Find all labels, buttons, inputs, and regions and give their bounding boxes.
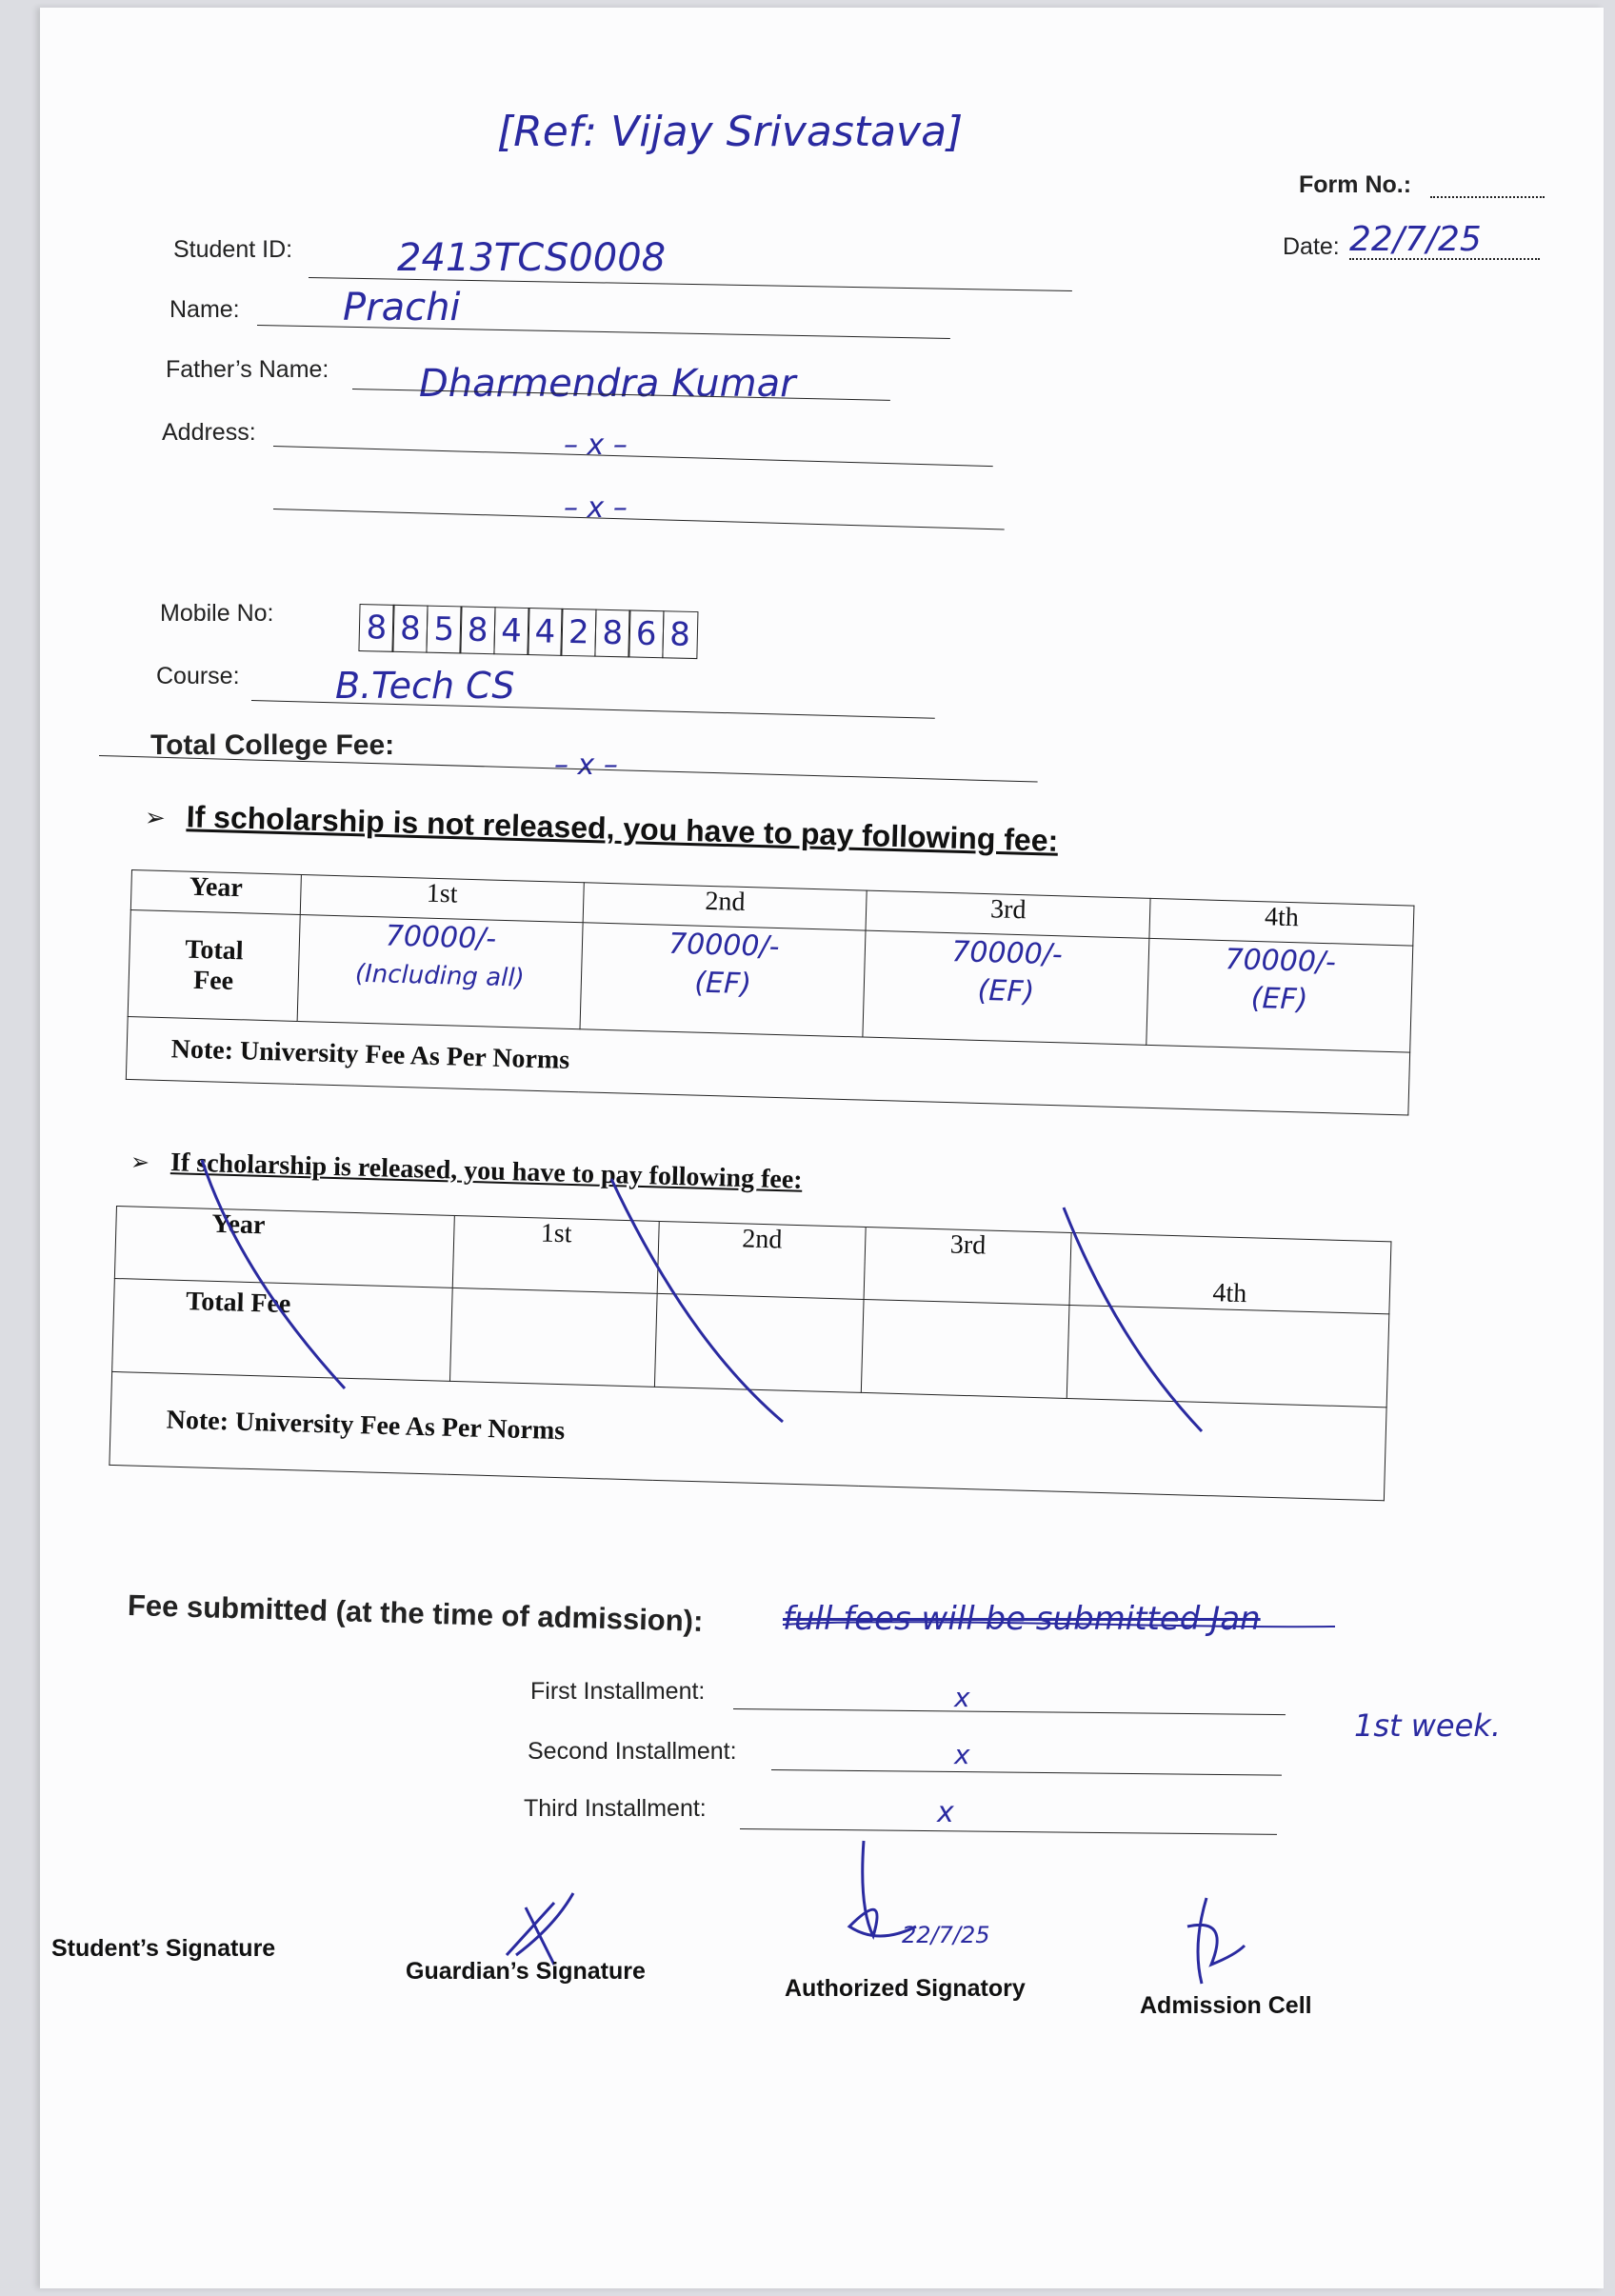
year-4: 4th bbox=[1264, 902, 1300, 933]
fee-note-3: (EF) bbox=[977, 973, 1035, 1009]
mobile-digit-box: 8 bbox=[460, 606, 496, 654]
year-4: 4th bbox=[1212, 1278, 1247, 1309]
fee-amount-4: 70000/- bbox=[1225, 943, 1337, 980]
section-not-released-heading: If scholarship is not released, you have to pay following fee: bbox=[186, 799, 1059, 858]
form-page bbox=[40, 8, 1604, 2288]
authorized-signature-mark bbox=[821, 1831, 935, 1974]
year-3: 3rd bbox=[949, 1229, 987, 1261]
date-label: Date: bbox=[1283, 233, 1340, 260]
year-label: Year bbox=[211, 1208, 266, 1241]
note-text-2: Note: University Fee As Per Norms bbox=[166, 1405, 566, 1446]
total-college-fee-label: Total College Fee: bbox=[150, 729, 395, 761]
total-fee-label: Total Fee bbox=[185, 1287, 291, 1320]
mobile-label: Mobile No: bbox=[160, 600, 274, 627]
address-line2-value: – x – bbox=[564, 491, 628, 525]
name-value: Prachi bbox=[343, 286, 461, 329]
mobile-digit-box: 2 bbox=[561, 609, 597, 657]
fee-note-1: (Including all) bbox=[354, 959, 526, 993]
year-label: Year bbox=[189, 871, 244, 904]
mobile-digit-box: 8 bbox=[662, 610, 698, 659]
course-label: Course: bbox=[156, 663, 240, 689]
mobile-digit-box: 4 bbox=[527, 608, 563, 656]
third-installment-label: Third Installment: bbox=[524, 1795, 707, 1822]
fee-note-4: (EF) bbox=[1250, 981, 1308, 1017]
authorized-signature-date: 22/7/25 bbox=[902, 1922, 990, 1948]
fee-amount-2: 70000/- bbox=[668, 927, 780, 965]
student-id-label: Student ID: bbox=[173, 236, 293, 263]
year-2: 2nd bbox=[705, 886, 746, 918]
year-1: 1st bbox=[426, 878, 459, 909]
admission-cell-signature-mark bbox=[1154, 1888, 1259, 1993]
student-signature-label: Student’s Signature bbox=[51, 1935, 276, 1962]
year-2: 2nd bbox=[741, 1224, 783, 1255]
mobile-digit-box: 8 bbox=[392, 605, 429, 653]
fee-submitted-label: Fee submitted (at the time of admission): bbox=[127, 1588, 704, 1638]
arrow-bullet-icon: ➢ bbox=[130, 1148, 150, 1176]
student-id-value: 2413TCS0008 bbox=[397, 236, 667, 280]
fathers-name-label: Father’s Name: bbox=[166, 356, 329, 383]
reference-note: [Ref: Vijay Srivastava] bbox=[497, 108, 964, 156]
mobile-digit-box: 6 bbox=[628, 609, 665, 658]
date-value: 22/7/25 bbox=[1349, 220, 1482, 259]
first-installment-value: x bbox=[954, 1682, 970, 1713]
second-installment-value: x bbox=[954, 1739, 970, 1770]
first-installment-label: First Installment: bbox=[530, 1678, 706, 1705]
mobile-digit-box: 8 bbox=[358, 604, 394, 652]
address-label: Address: bbox=[162, 419, 256, 446]
guardian-signature-label: Guardian’s Signature bbox=[406, 1958, 646, 1985]
authorized-signatory-label: Authorized Signatory bbox=[785, 1975, 1026, 2002]
year-1: 1st bbox=[540, 1218, 573, 1249]
fee-submitted-handwritten-2: 1st week. bbox=[1354, 1707, 1501, 1744]
year-3: 3rd bbox=[989, 894, 1027, 926]
fee-note-2: (EF) bbox=[693, 966, 752, 1002]
total-fee-label: Total Fee bbox=[184, 934, 245, 996]
section-released-heading: If scholarship is released, you have to pay following fee: bbox=[169, 1148, 803, 1195]
form-no-label: Form No.: bbox=[1299, 171, 1412, 198]
fathers-name-value: Dharmendra Kumar bbox=[419, 362, 796, 406]
total-college-fee-value: – x – bbox=[554, 749, 618, 782]
arrow-bullet-icon: ➢ bbox=[144, 804, 167, 833]
address-line1-value: – x – bbox=[564, 429, 628, 462]
third-installment-value: x bbox=[937, 1796, 954, 1829]
note-text-1: Note: University Fee As Per Norms bbox=[170, 1033, 570, 1075]
mobile-digit-box: 4 bbox=[493, 607, 529, 655]
course-value: B.Tech CS bbox=[335, 665, 515, 707]
name-label: Name: bbox=[169, 296, 240, 323]
mobile-digit-box: 8 bbox=[594, 609, 630, 658]
fee-amount-1: 70000/- bbox=[385, 919, 497, 956]
fee-submitted-handwritten: full fees will be submitted Jan bbox=[783, 1600, 1261, 1638]
second-installment-label: Second Installment: bbox=[528, 1738, 737, 1765]
admission-cell-label: Admission Cell bbox=[1140, 1992, 1312, 2019]
fee-amount-3: 70000/- bbox=[950, 935, 1064, 972]
mobile-digit-box: 5 bbox=[426, 606, 462, 654]
